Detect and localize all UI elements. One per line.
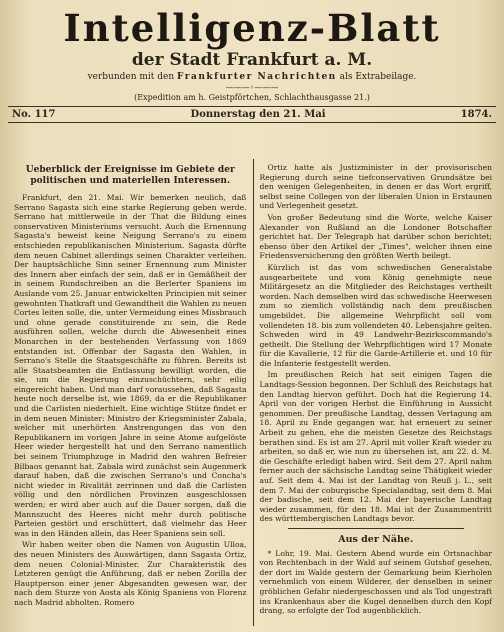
issue-date: Donnerstag den 21. Mai	[190, 109, 326, 120]
section-heading: Aus der Nähe.	[338, 533, 414, 545]
article-columns	[8, 159, 498, 626]
article-paragraph: Frankfurt, den 21. Mai. Wir bemerken neulich, daß Serrano Sagasta sich eine starke Regierung geben werde. Serrano hat mittlerweile in der That die Bildung eines conservativen Ministeriums versucht. Auch die Ernennung Sagasta's beweist keine Neigung Serrano's zu einem entschieden republikanischen Ministerium. Sagasta dürfte dem neuen Cabinet allerdings seinen Charakter verleihen. Der hauptsächliche Sinn seiner Ernennung zum Minister des Innern aber einfach der sein, daß er in Gemäßheit der in seinem Rundschreiben an die Berlerter Spaniens im Auslande vom 25. Januar entwickelten Principien mit seiner gewohnten Thatkraft und Gewandtheit die Wahlen zu neuen Cortes leiten solle, die, unter Vermeidung eines Missbrauch und ohne gerade constituirende zu sein, die Rede ausführen sollen, welche durch die Abwesenheit eines Monarchen in der bestehenden Verfassung von 1869 entstanden ist. Offenbar der Sagasta den Wahlen, in Serrano's Stelle die Staatsgeschäfte zu führen. Bereits ist alle Staatsbeamten die Entlassung bewilligt worden, die sie, um die Regierung einzuschüchtern, sehr eilig eingereicht haben. Und man darf voraussehen, daß Sagasta heute noch derselbe ist, wie 1869, da er die Republikaner und die Carlisten niederhielt. Eine wichtige Stütze findet er in dem neuen Minister: Ministro der Kriegsminister Zabala, welcher mit unerhörten Anstrengungen das von den Republikanern im vorigen Jahre in seine Atome aufgelöste Heer wieder hergestellt hat und den Serrano namentlich bei seinem Triumphzuge in Madrid den wahren Befreier Bilbaos genannt hat. Zabala wird zunächst sein Augenmerk darauf haben, daß die zwischen Serrano's und Concha's nicht wieder in Rivalität zerrinnen und daß die Carlisten völlig und den nördlichen Provinzen ausgeschlossen werden; er wird aber auch auf die Dauer sorgen, daß die Mannszucht des Heeres nicht mehr durch politische Parteien gestört und erschüttert, daß vielmehr das Heer was in den Händen allein, das Heer Spaniens sein soll.	[14, 193, 247, 538]
article-paragraph: Wir haben weiter oben die Namen von Augustin Ulloa, des neuen Ministers des Auswärtigen, dann Sagasta Ortiz, dem neuen Colonial-Minister. Zur Charakteristik des Letzteren genügt die Anführung, daß er neben Zorilla der Hauptperson einer jener Abgesandten gewesen war, der nach dem Sturze von Aosta als König Spaniens von Florenz nach Madrid abholten. Romero	[14, 540, 247, 607]
article-heading: Ueberblick der Ereignisse im Gebiete der politischen und materiellen Interessen.	[25, 165, 235, 186]
tagline-prefix: verbunden mit den	[87, 72, 175, 82]
article-paragraph: Von großer Bedeutung sind die Worte, welche Kaiser Alexander von Rußland an die Londoner Botschafter gerichtet hat. Der Telegraph hat darüber schon berichtet; ebenso über den Artikel der „Times", welcher ihnen eine Friedensversicherung den größten Werth beilegt.	[259, 212, 492, 261]
tagline-paper-name: Frankfurter Nachrichten	[177, 72, 337, 82]
tagline-suffix: als Extrabeilage.	[339, 72, 417, 82]
issue-year: 1874.	[460, 109, 492, 120]
article-paragraph: Im preußischen Reich hat seit einigen Tagen die Landtags-Session begonnen. Der Schluß des Reichstags hat den Landtag hiervon geführt. Doch hat die Regierung 14. April von der vorigen Herbst die Einführung in Aussicht genommen. Der preußische Landtag, dessen Vertagung am 18. April zu Ende gegangen war, hat erneuert zu seiner Arbeit zu gehen, ehe die meisten Gesetze des Reichstags berathen sind. Es ist am 27. April mit voller Kraft wieder zu arbeiten, so daß er, wie nun zu übersehen ist, am 22. d. M. die Geschäfte erledigt haben wird. Seit dem 27. April nahm ferner auch der sächsische Landtag seine Thätigkeit wieder auf. Seit dem 4. Mai ist der Landtag von Reuß j. L., seit dem 7. Mai der coburgische Specialandtag, seit dem 8. Mai der badische, seit dem 12. Mai der bayerische Landtag wieder zusammen, für den 18. Mai ist der Zusammentritt des württembergischen Landtags bevor.	[259, 370, 492, 524]
dateline	[0, 107, 504, 122]
tagline	[0, 72, 504, 82]
news-item: * Lohr, 19. Mai. Gestern Abend wurde ein Ortsnachbar von Rechtenbach in der Wald auf seinem Gutshof gesehen, der dort im Walde gestern der Gemarkung beim Kierholen vernehmlich von einem Wilderer, der denselben in seiner gröblichen Gefahr niedergeschossen und als Tod ungestraft ins Krankenhaus aber die Kugel denselben durch den Kopf drang, so erfolgte der Tod augenblicklich.	[259, 548, 492, 616]
ornament-divider: ———◦———	[225, 83, 279, 92]
left-column	[8, 159, 254, 626]
article-paragraph: Kürzlich ist das vom schwedischen Generalstabe ausgearbeitete und vom König genehmigte neue Militärgesetz an die Mitglieder des Reichstages vertheilt worden. Nach demselben wird das schwedische Heerwesen zum so ziemlich vollständig nach dem preußischen umgebildet. Die allgemeine Wehrpflicht soll vom vollendeten 18. bis zum vollendeten 40. Lebensjahre gelten. Schweden wird in 49 Landwehr-Bezirkscommando's getheilt. Die Stellung der Wehrpflichtigen wird 17 Monate für die Kavallerie, 12 für die Garde-Artillerie et. und 10 für die Infanterie festgestellt werden.	[259, 262, 492, 368]
issue-number: No. 117	[12, 109, 56, 120]
section-divider	[288, 528, 465, 529]
right-column	[254, 159, 499, 626]
newspaper-title: Intelligenz-Blatt	[63, 6, 441, 50]
masthead	[0, 0, 504, 102]
article-paragraph: Ortiz hatte als Justizminister in der provisorischen Regierung durch seine tiefconservativen Grundsätze bei den wenigen Gelegenheiten, in denen er das Wort ergriff, selbst seine Collegen von der liberalen Union in Erstaunen und Verlegenheit gesetzt.	[259, 163, 492, 211]
bottom-rule	[8, 122, 496, 123]
expedition-address: (Expedition am h. Geistpförtchen, Schlachthausgasse 21.)	[134, 93, 370, 102]
newspaper-subtitle: der Stadt Frankfurt a. M.	[131, 50, 373, 70]
